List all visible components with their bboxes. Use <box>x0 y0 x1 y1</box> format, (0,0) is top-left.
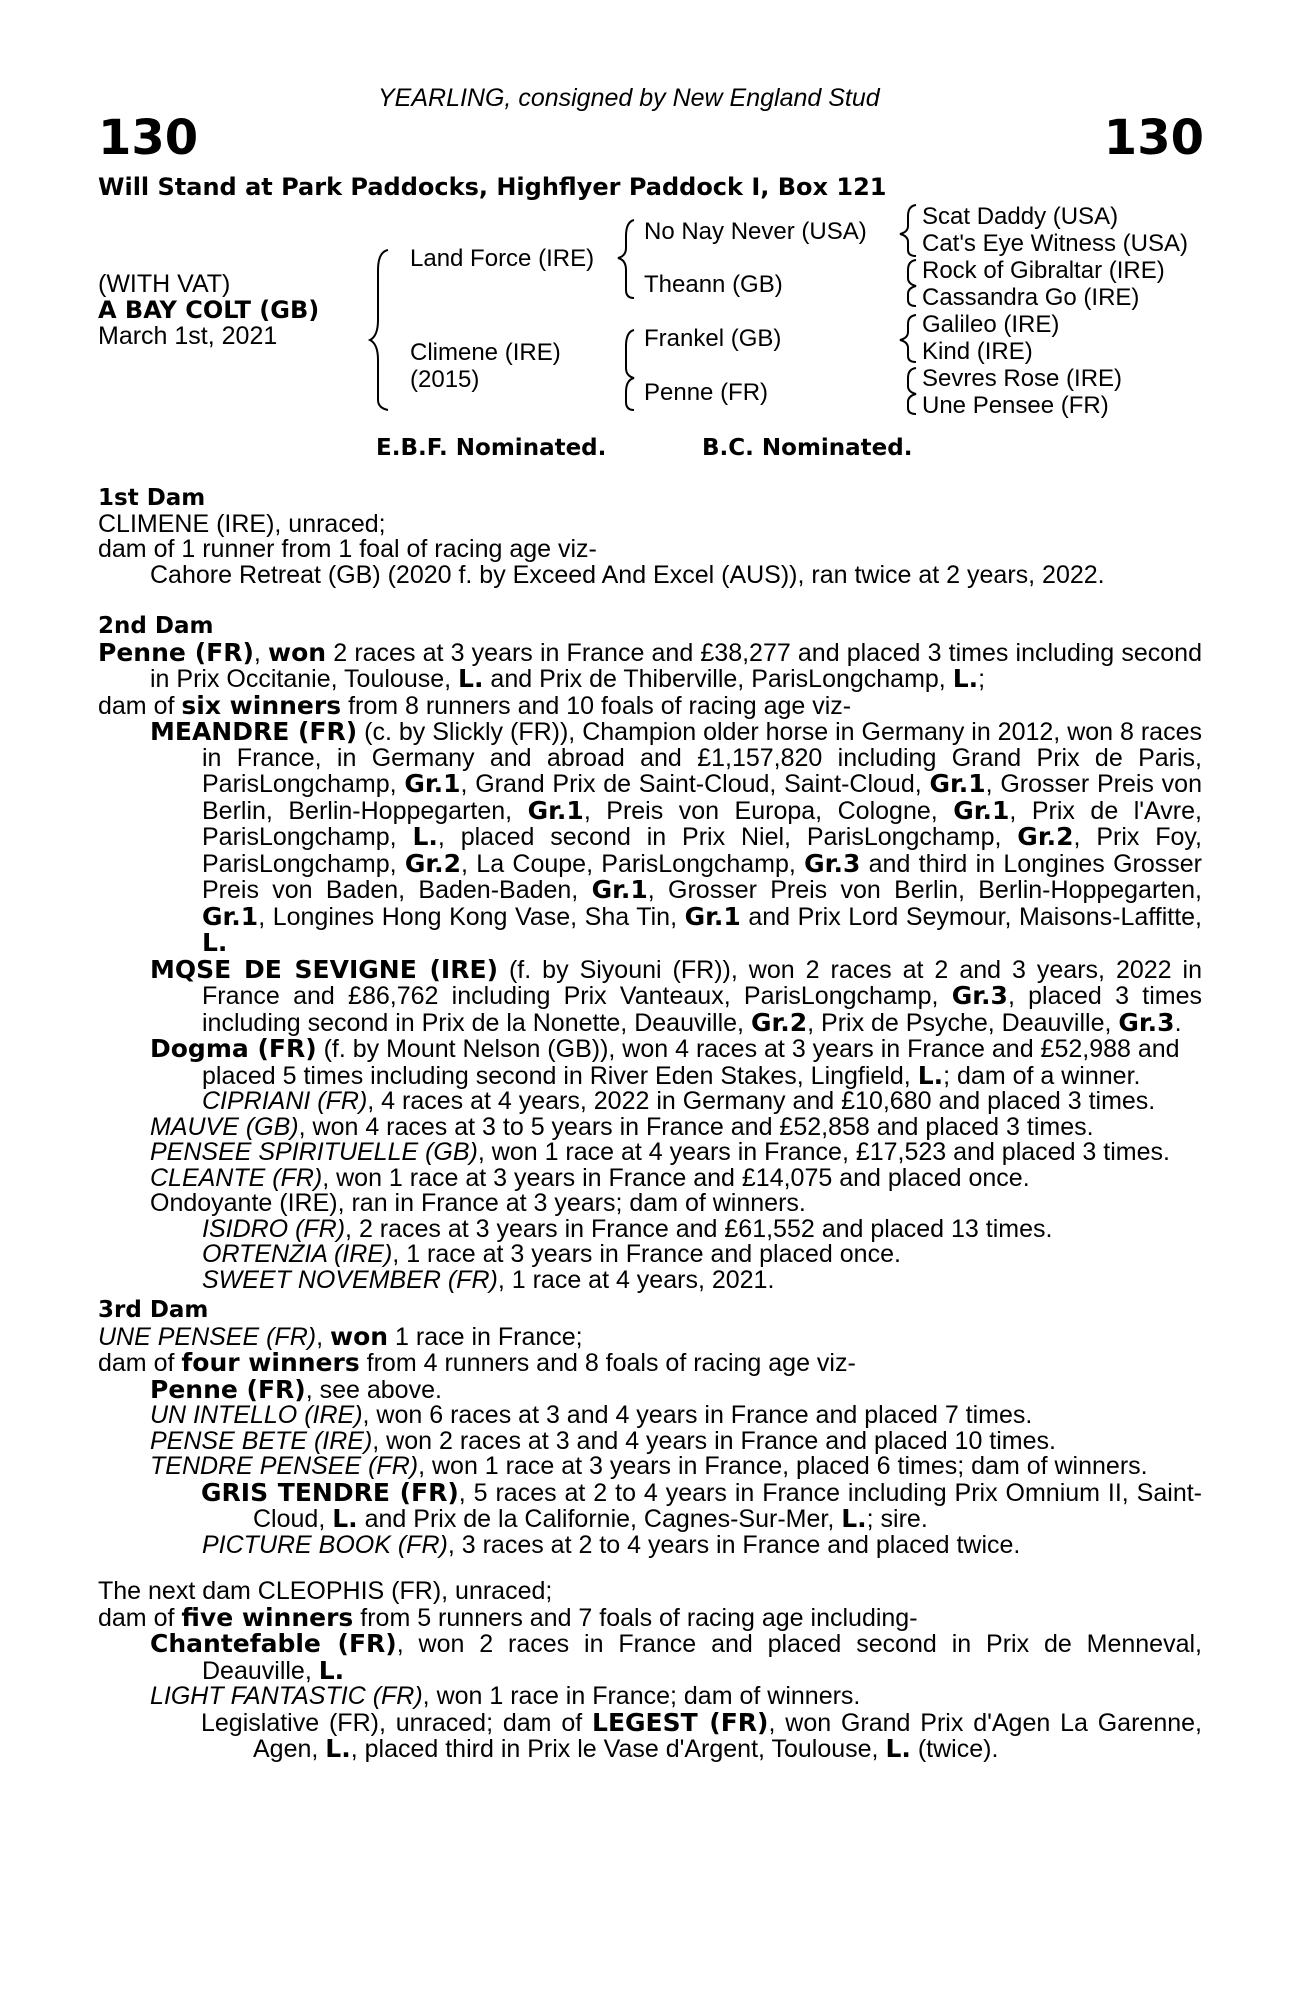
bracket-main <box>370 250 388 410</box>
pedigree-sire-dam: Theann (GB) <box>644 271 783 298</box>
pedigree-sire: Land Force (IRE) <box>410 245 595 272</box>
pedigree-dds: Sevres Rose (IRE) <box>922 365 1123 392</box>
bracket-dd <box>908 368 916 414</box>
second-dam-section <box>98 614 1202 1293</box>
lot-number-left: 130 <box>98 110 199 166</box>
mauve-entry: MAUVE (GB), won 4 races at 3 to 5 years in France and £52,858 and placed 3 times. <box>150 1112 1094 1141</box>
un-intello-entry: UN INTELLO (IRE), won 6 races at 3 and 4 years in France and placed 7 times. <box>150 1401 1033 1429</box>
first-dam-line2: dam of 1 runner from 1 foal of racing age viz- <box>98 535 597 563</box>
ortenzia-entry: ORTENZIA (IRE), 1 race at 3 years in France and placed once. <box>202 1240 901 1268</box>
penne-entry: Penne (FR), won 2 races at 3 years in France and £38,277 and placed 3 times including second in Prix Occitanie, Toulouse, L. and Prix de Thiberville, ParisLongchamp, L.; <box>98 637 1202 693</box>
light-fantastic-entry: LIGHT FANTASTIC (FR), won 1 race in France; dam of winners. <box>150 1682 861 1710</box>
third-dam-heading: 3rd Dam <box>98 1297 209 1323</box>
pedigree-sds: Rock of Gibraltar (IRE) <box>922 257 1165 284</box>
pense-bete-entry: PENSE BETE (IRE), won 2 races at 3 and 4 years in France and placed 10 times. <box>150 1426 1056 1455</box>
ebf-nomination: E.B.F. Nominated. <box>376 435 607 461</box>
chantefable-entry: Chantefable (FR), won 2 races in France and placed second in Prix de Menneval, Deauville, L. <box>150 1629 1202 1685</box>
next-dam-section <box>98 1579 1202 1763</box>
pedigree-sss: Scat Daddy (USA) <box>922 203 1119 230</box>
first-dam-line1: CLIMENE (IRE), unraced; <box>98 509 386 538</box>
pedigree-ssd: Cat's Eye Witness (USA) <box>922 230 1188 257</box>
isidro-entry: ISIDRO (FR), 2 races at 3 years in France and £61,552 and placed 13 times. <box>202 1214 1053 1243</box>
pedigree-dam-year: (2015) <box>410 366 480 393</box>
third-dam-section <box>98 1298 1202 1558</box>
first-dam-heading: 1st Dam <box>98 485 206 511</box>
bracket-sd <box>908 260 916 306</box>
cleante-entry: CLEANTE (FR), won 1 race at 3 years in France and £14,075 and placed once. <box>150 1163 1030 1192</box>
bc-nomination: B.C. Nominated. <box>702 435 913 461</box>
penne-see-above: Penne (FR), see above. <box>150 1374 442 1404</box>
vat-note: (WITH VAT) <box>98 270 231 298</box>
une-pensee-entry: UNE PENSEE (FR), won 1 race in France; <box>98 1321 583 1351</box>
pedigree-dss: Galileo (IRE) <box>922 311 1060 338</box>
bracket-ds <box>900 315 916 362</box>
bracket-ss <box>900 205 916 256</box>
next-dam-line1: The next dam CLEOPHIS (FR), unraced; <box>98 1577 553 1605</box>
pedigree-dam-dam: Penne (FR) <box>644 379 769 406</box>
cipriani-entry: CIPRIANI (FR), 4 races at 4 years, 2022 in Germany and £10,680 and placed 3 times. <box>202 1087 1156 1115</box>
ondoyante-entry: Ondoyante (IRE), ran in France at 3 years; dam of winners. <box>150 1189 806 1217</box>
third-dam-produce-line: dam of four winners from 4 runners and 8 foals of racing age viz- <box>98 1348 856 1377</box>
first-dam-section <box>98 486 1202 588</box>
pedigree-sire-sire: No Nay Never (USA) <box>644 218 867 245</box>
pedigree-sdd: Cassandra Go (IRE) <box>922 284 1140 311</box>
picture-book-entry: PICTURE BOOK (FR), 3 races at 2 to 4 years in France and placed twice. <box>202 1530 1021 1559</box>
foaling-date: March 1st, 2021 <box>98 322 278 350</box>
sweet-november-entry: SWEET NOVEMBER (FR), 1 race at 4 years, 2021. <box>202 1265 775 1294</box>
pedigree-ddd: Une Pensee (FR) <box>922 392 1109 419</box>
pedigree-dsd: Kind (IRE) <box>922 338 1033 365</box>
next-dam-produce-line: dam of five winners from 5 runners and 7 foals of racing age including- <box>98 1602 918 1632</box>
pedigree-dam: Climene (IRE) <box>410 339 561 366</box>
horse-name: A BAY COLT (GB) <box>98 296 320 324</box>
gris-tendre-entry: GRIS TENDRE (FR), 5 races at 2 to 4 years in France including Prix Omnium II, Saint-Cloud, L. and Prix de la Californie, Cagnes-Sur-Mer, L.; sire. <box>201 1477 1202 1533</box>
consignor-line: YEARLING, consigned by New England Stud <box>378 84 880 112</box>
lot-number-right: 130 <box>1103 110 1204 166</box>
first-dam-line3: Cahore Retreat (GB) (2020 f. by Exceed And Excel (AUS)), ran twice at 2 years, 2022. <box>150 560 1105 589</box>
mqse-entry: MQSE DE SEVIGNE (IRE) (f. by Siyouni (FR)), won 2 races at 2 and 3 years, 2022 in France and £86,762 including Prix Vanteaux, ParisLongchamp, Gr.3, placed 3 times including second in Prix de la Nonette, Deauville, Gr.2, Prix de Psyche, Deauville, Gr.3. <box>150 954 1203 1037</box>
bracket-sire <box>618 220 634 298</box>
pedigree-dam-sire: Frankel (GB) <box>644 325 782 352</box>
bracket-dam <box>626 330 634 410</box>
tendre-pensee-entry: TENDRE PENSEE (FR), won 1 race at 3 years in France, placed 6 times; dam of winners. <box>150 1452 1148 1480</box>
legislative-entry: Legislative (FR), unraced; dam of LEGEST (FR), won Grand Prix d'Agen La Garenne, Agen, L., placed third in Prix le Vase d'Argent, Toulouse, L. (twice). <box>201 1707 1202 1763</box>
second-dam-heading: 2nd Dam <box>98 613 214 639</box>
meandre-entry: MEANDRE (FR) (c. by Slickly (FR)), Champion older horse in Germany in 2012, won 8 races in France, in Germany and abroad and £1,157,820 including Grand Prix de Paris, ParisLongchamp, Gr.1, Grand Prix de Saint-Cloud, Saint-Cloud, Gr.1, Grosser Preis von Berlin, Berlin-Hoppegarten, Gr.1, Preis von Europa, Cologne, Gr.1, Prix de l'Avre, ParisLongchamp, L., placed second in Prix Niel, ParisLongchamp, Gr.2, Prix Foy, ParisLongchamp, Gr.2, La Coupe, ParisLongchamp, Gr.3 and third in Longines Grosser Preis von Baden, Baden-Baden, Gr.1, Grosser Preis von Berlin, Berlin-Hoppegarten, Gr.1, Longines Hong Kong Vase, Sha Tin, Gr.1 and Prix Lord Seymour, Maisons-Laffitte, L. <box>150 717 1203 957</box>
dogma-entry: Dogma (FR) (f. by Mount Nelson (GB)), won 4 races at 3 years in France and £52,988 and placed 5 times including second in River Eden Stakes, Lingfield, L.; dam of a winner. <box>150 1034 1180 1090</box>
pensee-entry: PENSEE SPIRITUELLE (GB), won 1 race at 4 years in France, £17,523 and placed 3 times. <box>150 1138 1170 1166</box>
second-dam-produce-line: dam of six winners from 8 runners and 10 foals of racing age viz- <box>98 690 852 720</box>
stabling-line: Will Stand at Park Paddocks, Highflyer Paddock I, Box 121 <box>98 173 887 201</box>
